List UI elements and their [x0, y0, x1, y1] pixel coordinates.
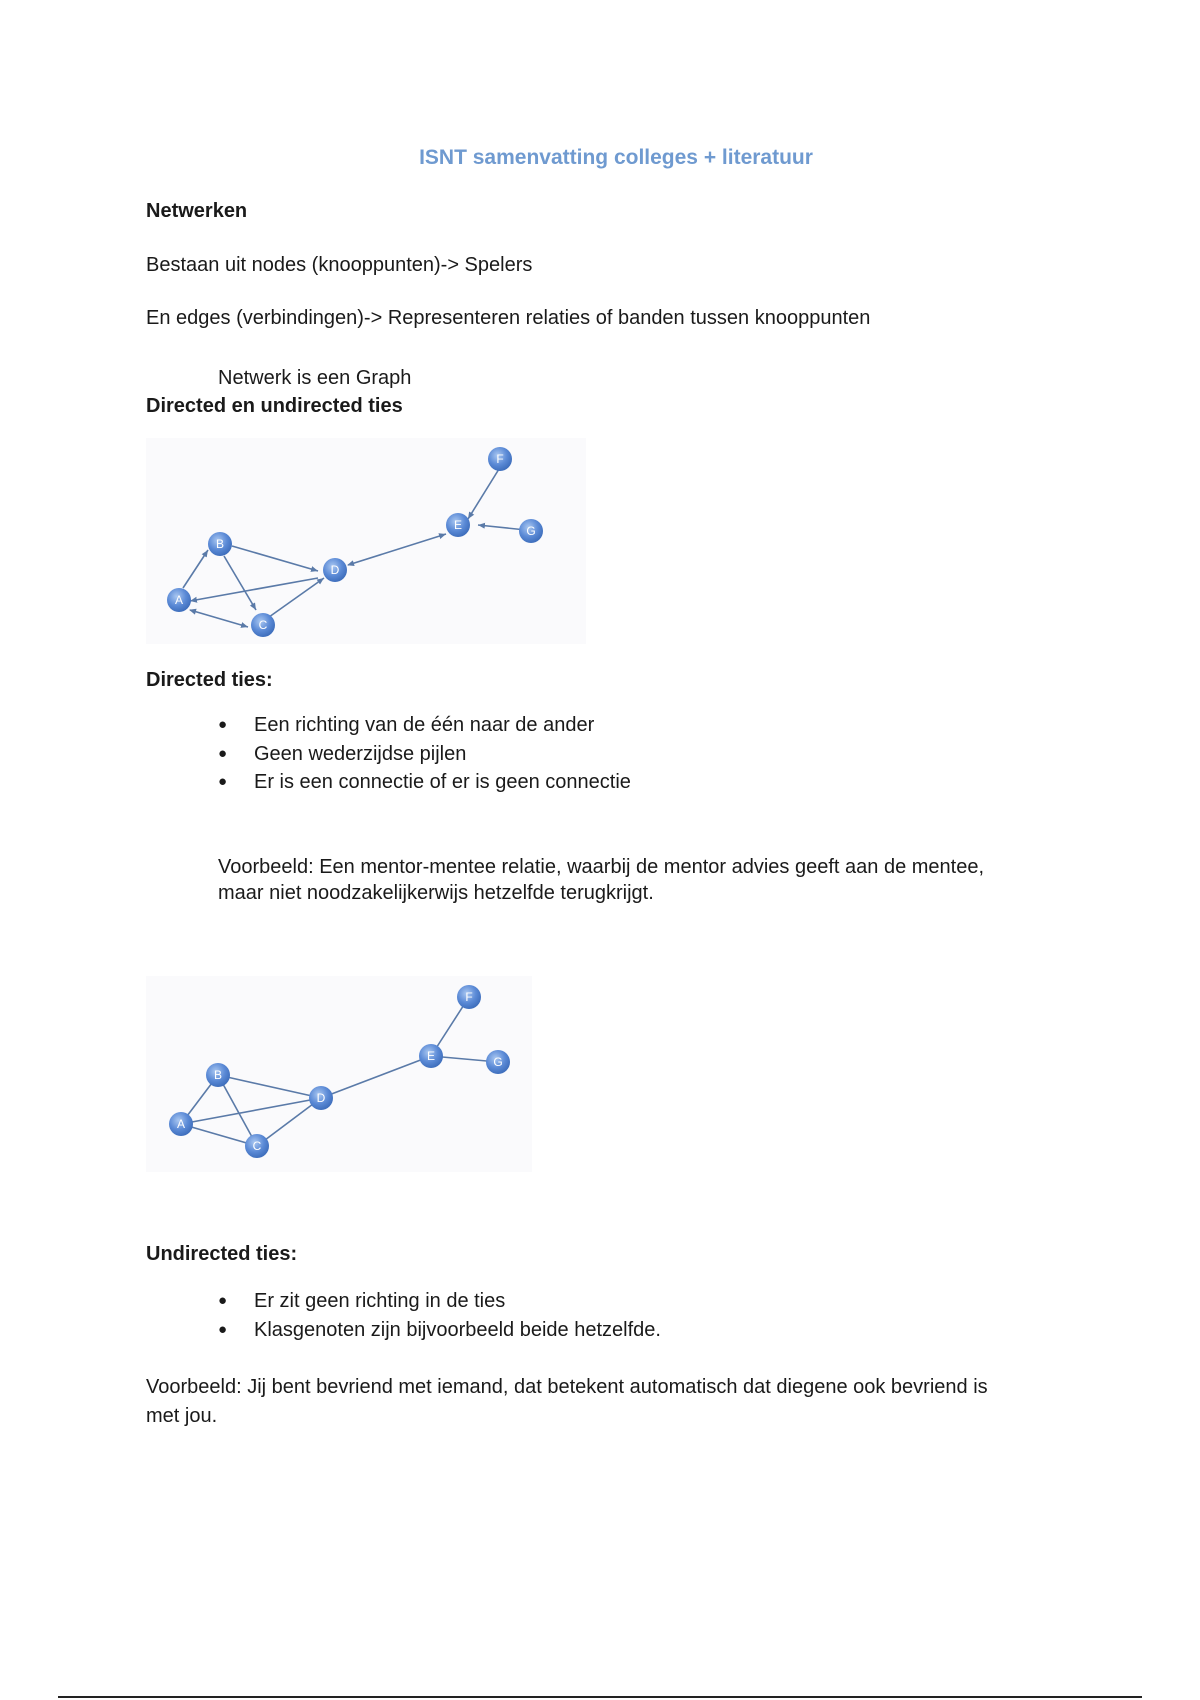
footer-divider — [58, 1696, 1142, 1698]
list-item: ● Er zit geen richting in de ties — [218, 1287, 661, 1316]
svg-text:C: C — [252, 1139, 262, 1153]
node-d — [323, 558, 347, 582]
svg-text:F: F — [465, 990, 473, 1004]
node-g — [519, 519, 543, 543]
node-b — [208, 532, 232, 556]
svg-text:D: D — [330, 563, 340, 577]
list-item: ● Geen wederzijdse pijlen — [218, 740, 631, 769]
svg-text:E: E — [453, 518, 463, 532]
node-e — [419, 1044, 443, 1068]
node-b — [206, 1063, 230, 1087]
undirected-graph-figure — [146, 976, 532, 1172]
graph-line: Netwerk is een Graph — [218, 367, 412, 389]
document-title: ISNT samenvatting colleges + literatuur — [419, 146, 813, 169]
node-e — [446, 513, 470, 537]
node-g — [486, 1050, 510, 1074]
node-f — [457, 985, 481, 1009]
list-item: ● Er is een connectie of er is geen connectie — [218, 768, 631, 797]
svg-text:D: D — [316, 1091, 326, 1105]
svg-text:C: C — [258, 618, 268, 632]
node-a — [169, 1112, 193, 1136]
heading-directed-ties: Directed ties: — [146, 669, 273, 691]
svg-text:G: G — [493, 1055, 503, 1069]
svg-text:A: A — [174, 593, 184, 607]
edges-line: En edges (verbindingen)-> Representeren relaties of banden tussen knooppunten — [146, 307, 871, 329]
undirected-example-line2: met jou. — [146, 1405, 218, 1427]
svg-text:E: E — [426, 1049, 436, 1063]
svg-text:B: B — [215, 537, 225, 551]
directed-example-line1: Voorbeeld: Een mentor-mentee relatie, waarbij de mentor advies geeft aan de mentee, — [218, 856, 985, 878]
heading-ties: Directed en undirected ties — [146, 395, 403, 417]
heading-netwerken: Netwerken — [146, 200, 248, 222]
directed-bullets — [218, 711, 631, 797]
node-c — [245, 1134, 269, 1158]
directed-graph-figure — [146, 438, 586, 644]
svg-text:G: G — [526, 524, 536, 538]
nodes-line: Bestaan uit nodes (knooppunten)-> Spelers — [146, 254, 533, 276]
list-item: ● Een richting van de één naar de ander — [218, 711, 631, 740]
heading-undirected-ties: Undirected ties: — [146, 1243, 298, 1265]
list-item: ● Klasgenoten zijn bijvoorbeeld beide hetzelfde. — [218, 1316, 661, 1345]
node-d — [309, 1086, 333, 1110]
node-a — [167, 588, 191, 612]
node-f — [488, 447, 512, 471]
node-c — [251, 613, 275, 637]
svg-text:A: A — [176, 1117, 186, 1131]
undirected-example-line1: Voorbeeld: Jij bent bevriend met iemand, dat betekent automatisch dat diegene ook bevriend is — [146, 1376, 988, 1398]
directed-example-line2: maar niet noodzakelijkerwijs hetzelfde terugkrijgt. — [218, 882, 654, 904]
svg-text:F: F — [496, 452, 504, 466]
svg-text:B: B — [213, 1068, 223, 1082]
undirected-bullets — [218, 1287, 661, 1344]
